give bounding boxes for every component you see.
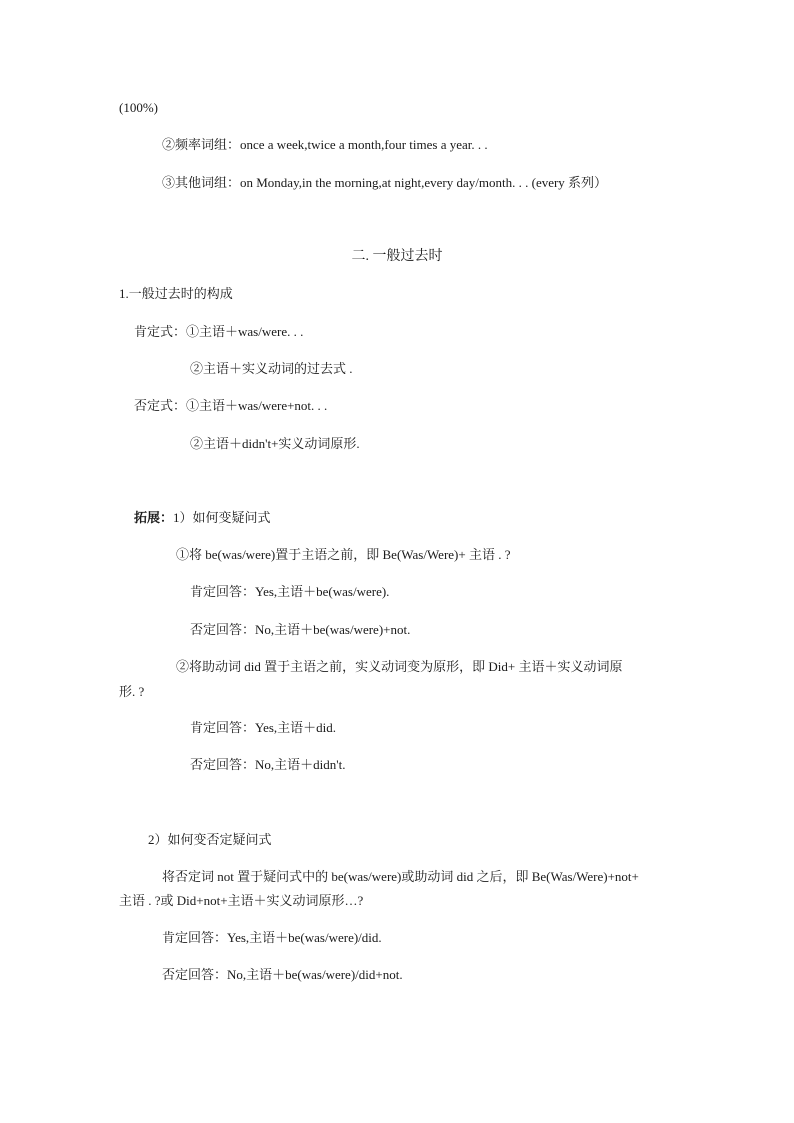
text-negative-2: ②主语＋didn't+实义动词原形. [190, 436, 360, 451]
text-no-answer-2: 否定回答：No,主语＋didn't. [190, 757, 346, 772]
text-question-rule-2b: 形. ? [119, 684, 145, 699]
text-question-rule-2a: ②将助动词 did 置于主语之前，实义动词变为原形，即 Did+ 主语＋实义动词原 [176, 659, 623, 674]
extension-title: 1）如何变疑问式 [173, 510, 271, 525]
text-no-answer-1: 否定回答：No,主语＋be(was/were)+not. [190, 622, 411, 637]
text-affirmative-1: 肯定式：①主语＋was/were. . . [134, 324, 304, 339]
text-negative-question-rule-b: 主语 . ?或 Did+not+主语＋实义动词原形…? [119, 893, 364, 908]
text-yes-answer-2: 肯定回答：Yes,主语＋did. [190, 720, 337, 735]
text-percent: (100%) [119, 100, 158, 115]
subheading-negative-question: 2）如何变否定疑问式 [148, 832, 272, 847]
text-no-answer-3: 否定回答：No,主语＋be(was/were)/did+not. [162, 967, 403, 982]
text-question-rule-1: ①将 be(was/were)置于主语之前，即 Be(Was/Were)+ 主语 . ? [176, 547, 511, 562]
section-heading: 二. 一般过去时 [351, 249, 443, 264]
text-yes-answer-1: 肯定回答：Yes,主语＋be(was/were). [190, 584, 390, 599]
subheading-structure: 1.一般过去时的构成 [119, 286, 233, 301]
text-affirmative-2: ②主语＋实义动词的过去式 . [190, 361, 353, 376]
text-yes-answer-3: 肯定回答：Yes,主语＋be(was/were)/did. [162, 930, 382, 945]
text-negative-question-rule-a: 将否定词 not 置于疑问式中的 be(was/were)或助动词 did 之后，即 Be(Was/Were)+not+ [162, 869, 639, 884]
text-negative-1: 否定式：①主语＋was/were+not. . . [134, 398, 328, 413]
extension-label: 拓展： [134, 510, 174, 525]
text-extension [134, 509, 271, 527]
text-frequency-phrases: ②频率词组：once a week,twice a month,four times a year. . . [162, 137, 488, 152]
text-other-phrases: ③其他词组：on Monday,in the morning,at night,every day/month. . . (every 系列） [162, 175, 608, 190]
